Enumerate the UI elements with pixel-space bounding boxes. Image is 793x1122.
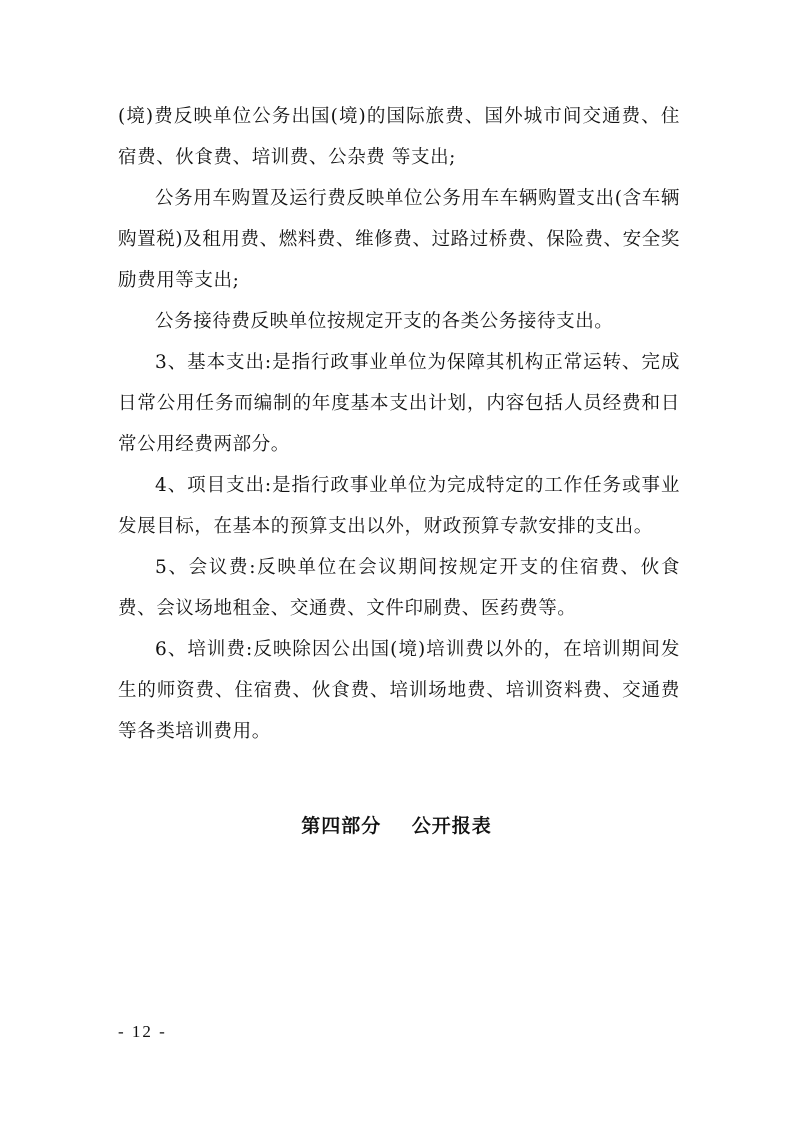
paragraph-training-expense: 6、培训费:反映除因公出国(境)培训费以外的，在培训期间发生的师资费、住宿费、伙食费、培训场地费、培训资料费、交通费等各类培训费用。 — [118, 639, 680, 742]
body-text — [118, 96, 680, 752]
paragraph-overseas-expense: (境)费反映单位公务出国(境)的国际旅费、国外城市间交通费、住宿费、伙食费、培训费、公杂费 等支出; — [118, 106, 680, 168]
paragraph-project-expenditure: 4、项目支出:是指行政事业单位为完成特定的工作任务或事业发展目标，在基本的预算支出以外，财政预算专款安排的支出。 — [118, 475, 680, 537]
section-heading: 第四部分 公开报表 — [301, 815, 492, 837]
paragraph-reception-expense: 公务接待费反映单位按规定开支的各类公务接待支出。 — [155, 311, 614, 332]
paragraph-basic-expenditure: 3、基本支出:是指行政事业单位为保障其机构正常运转、完成日常公用任务而编制的年度基本支出计划，内容包括人员经费和日常公用经费两部分。 — [118, 352, 680, 455]
page-number: - 12 - — [118, 1022, 167, 1041]
paragraph-meeting-expense: 5、会议费:反映单位在会议期间按规定开支的住宿费、伙食费、会议场地租金、交通费、文件印刷费、医药费等。 — [118, 557, 680, 619]
paragraph-official-vehicle: 公务用车购置及运行费反映单位公务用车车辆购置支出(含车辆购置税)及租用费、燃料费、维修费、过路过桥费、保险费、安全奖励费用等支出; — [118, 188, 680, 291]
